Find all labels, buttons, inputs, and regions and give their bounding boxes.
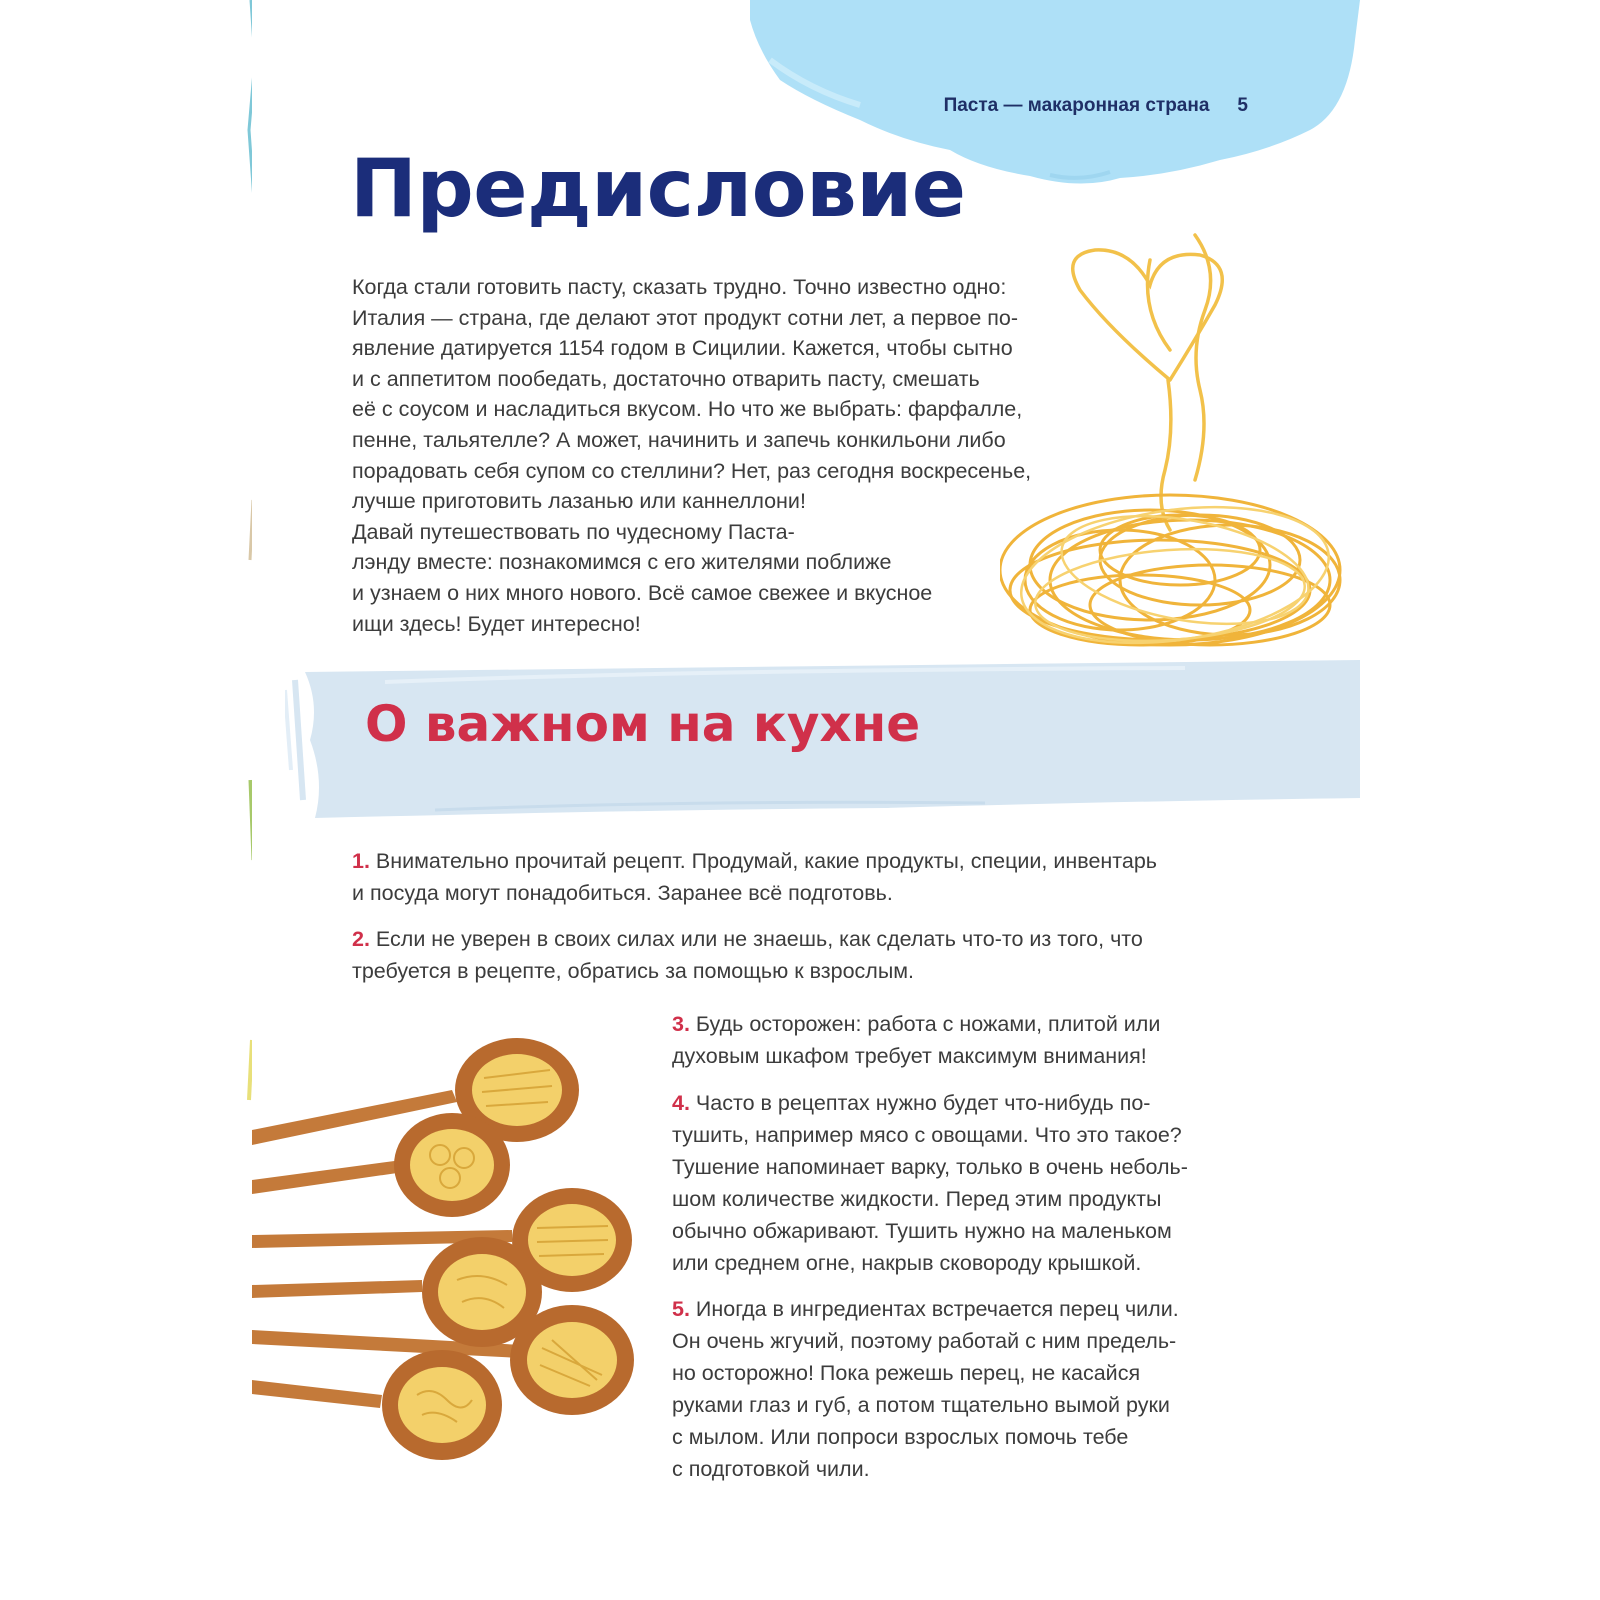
rule-text: тушить, например мясо с овощами. Что это такое? — [672, 1123, 1182, 1147]
rule-text: духовым шкафом требует максимум внимания! — [672, 1044, 1147, 1068]
page-number: 5 — [1237, 95, 1248, 116]
rule-number: 3. — [672, 1012, 690, 1036]
rule-text: требуется в рецепте, обратись за помощью к взрослым. — [352, 959, 915, 983]
intro-paragraph — [352, 272, 1052, 639]
rule-text: руками глаз и губ, а потом тщательно вымой руки — [672, 1393, 1170, 1417]
rule-number: 5. — [672, 1297, 690, 1321]
intro-line: лэнду вместе: познакомимся с его жителями поближе — [352, 550, 892, 575]
rule-text: Если не уверен в своих силах или не знаешь, как сделать что-то из того, что — [375, 927, 1143, 951]
intro-line: явление датируется 1154 годом в Сицилии. Кажется, чтобы сытно — [352, 336, 1013, 361]
intro-line: Давай путешествовать по чудесному Паста- — [352, 519, 795, 544]
rule-text: Он очень жгучий, поэтому работай с ним предель- — [672, 1329, 1177, 1353]
rule-item — [672, 1087, 1188, 1279]
intro-line: Италия — страна, где делают этот продукт сотни лет, а первое по- — [352, 305, 1019, 330]
intro-line: пенне, тальятелле? А может, начинить и запечь конкильони либо — [352, 427, 1006, 452]
pasta-spoons-image — [252, 1030, 652, 1470]
rule-text: или среднем огне, накрыв сковороду крышкой. — [672, 1251, 1142, 1275]
spaghetti-heart-image — [1000, 230, 1360, 660]
rule-text: обычно обжаривают. Тушить нужно на маленьком — [672, 1219, 1172, 1243]
rule-number: 1. — [352, 849, 370, 873]
rule-number: 4. — [672, 1091, 690, 1115]
rule-item — [672, 1008, 1160, 1072]
rule-text: Тушение напоминает варку, только в очень неболь- — [672, 1155, 1188, 1179]
rule-item — [672, 1293, 1179, 1485]
intro-line: и с аппетитом пообедать, достаточно отварить пасту, смешать — [352, 366, 980, 391]
rule-text: с мылом. Или попроси взрослых помочь тебе — [672, 1425, 1129, 1449]
rule-text: Иногда в ингредиентах встречается перец чили. — [695, 1297, 1179, 1321]
rule-item — [352, 923, 1143, 987]
rule-text: шом количестве жидкости. Перед этим продукты — [672, 1187, 1162, 1211]
rule-text: и посуда могут понадобиться. Заранее всё подготовь. — [352, 881, 893, 905]
rule-text: но осторожно! Пока режешь перец, не касайся — [672, 1361, 1141, 1385]
intro-line: ищи здесь! Будет интересно! — [352, 611, 641, 636]
intro-line: порадовать себя супом со стеллини? Нет, раз сегодня воскресенье, — [352, 458, 1032, 483]
rule-number: 2. — [352, 927, 370, 951]
rule-text: с подготовкой чили. — [672, 1457, 870, 1481]
intro-line: и узнаем о них много нового. Всё самое свежее и вкусное — [352, 580, 933, 605]
section-title: О важном на кухне — [365, 695, 921, 753]
intro-line: лучше приготовить лазанью или каннеллони! — [352, 489, 806, 514]
rule-text: Будь осторожен: работа с ножами, плитой или — [695, 1012, 1161, 1036]
rule-item — [352, 845, 1157, 909]
rule-text: Часто в рецептах нужно будет что-нибудь по- — [695, 1091, 1151, 1115]
rule-text: Внимательно прочитай рецепт. Продумай, какие продукты, специи, инвентарь — [375, 849, 1157, 873]
intro-line: её с соусом и насладиться вкусом. Но что же выбрать: фарфалле, — [352, 397, 1023, 422]
intro-line: Когда стали готовить пасту, сказать трудно. Точно известно одно: — [352, 275, 1007, 299]
running-head — [878, 95, 1248, 117]
page-title: Предисловие — [350, 142, 966, 235]
running-head-section: Паста — макаронная страна — [943, 95, 1210, 116]
